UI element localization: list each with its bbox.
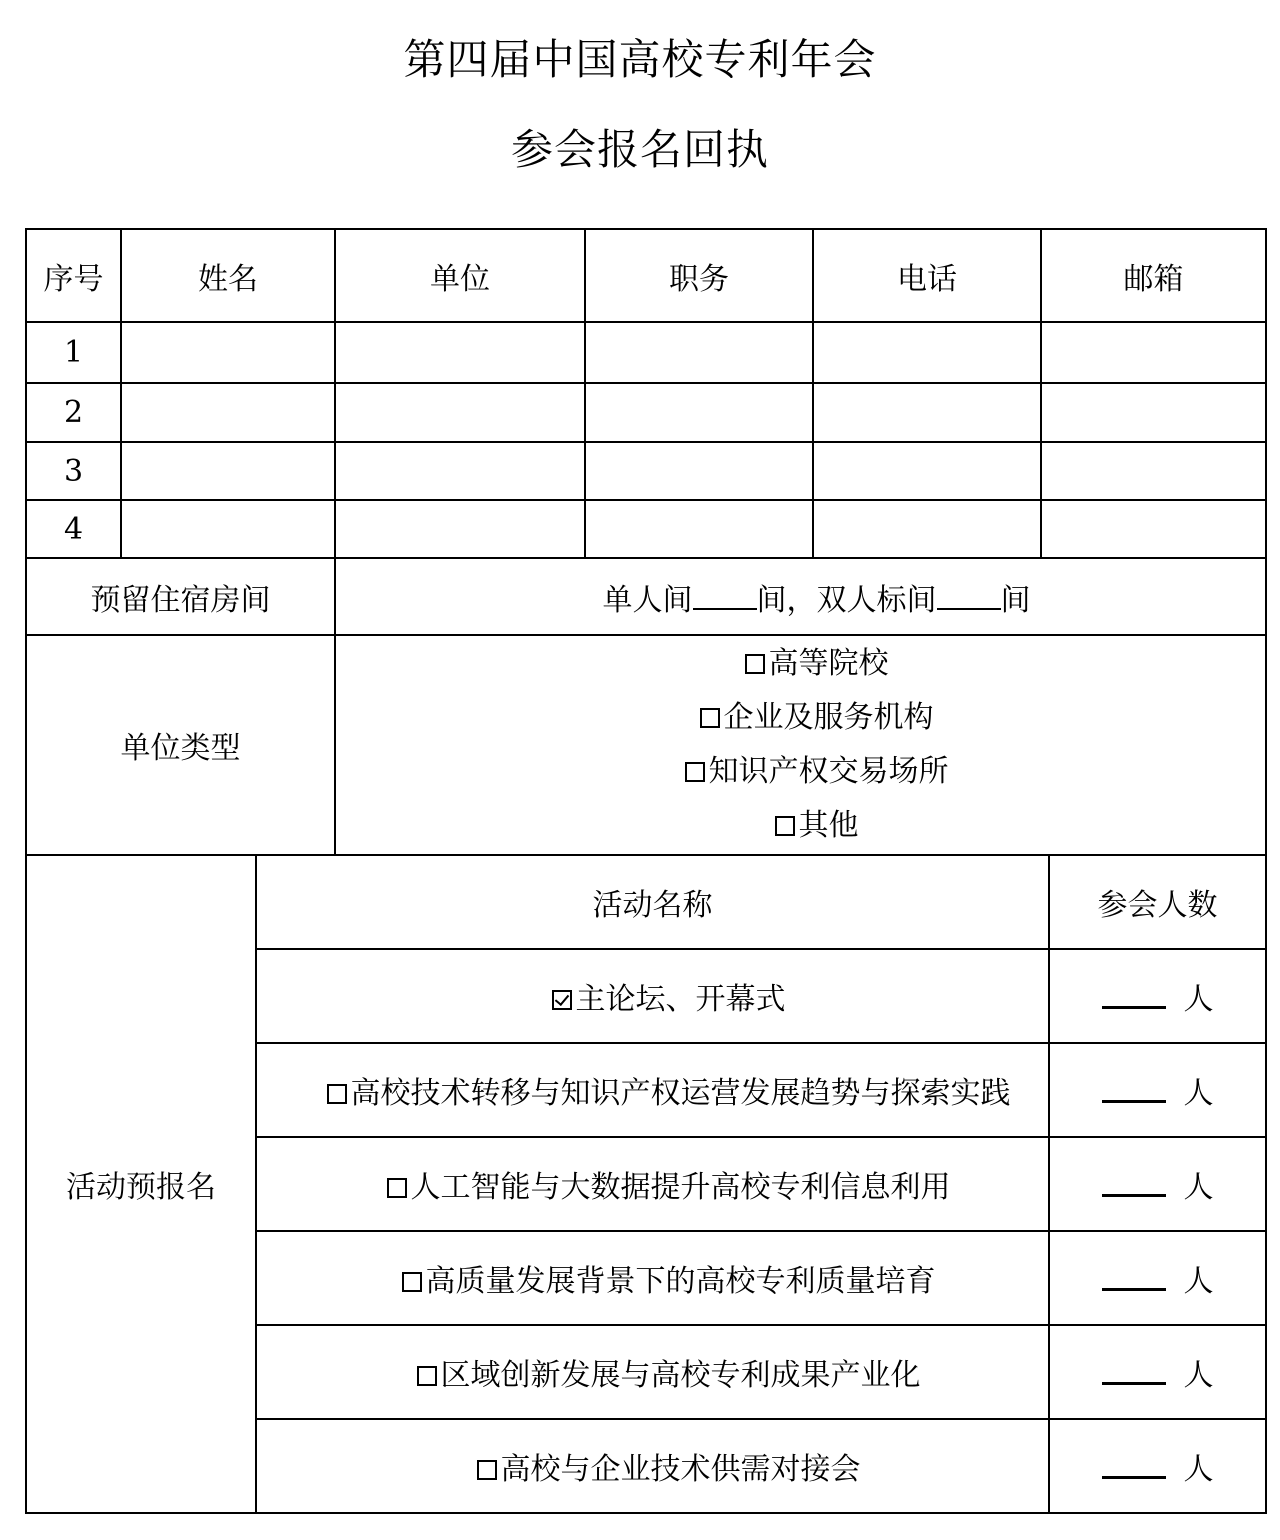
checkbox-icon[interactable] xyxy=(745,654,765,674)
unit-type-options xyxy=(335,635,1266,855)
header-unit: 单位 xyxy=(335,229,585,322)
activity-item[interactable] xyxy=(256,1137,1049,1231)
double-room-count-field[interactable] xyxy=(937,582,1001,610)
checkbox-icon[interactable] xyxy=(477,1460,497,1480)
phone-cell[interactable] xyxy=(813,500,1041,558)
activity-count xyxy=(1049,1419,1266,1513)
phone-cell[interactable] xyxy=(813,442,1041,500)
option-label: 企业及服务机构 xyxy=(723,700,934,735)
name-cell[interactable] xyxy=(121,322,335,383)
email-cell[interactable] xyxy=(1041,500,1266,558)
unit-type-option[interactable] xyxy=(368,799,1265,853)
checkbox-icon[interactable] xyxy=(775,816,795,836)
activity-count xyxy=(1049,1043,1266,1137)
unit-cell[interactable] xyxy=(335,322,585,383)
attendee-count-field[interactable] xyxy=(1102,982,1166,1009)
room-unit-label: 间， xyxy=(756,582,817,618)
header-email: 邮箱 xyxy=(1041,229,1266,322)
unit-type-option[interactable] xyxy=(368,691,1265,745)
activity-count xyxy=(1049,949,1266,1043)
checkbox-icon[interactable] xyxy=(700,708,720,728)
activity-count-header: 参会人数 xyxy=(1049,855,1266,949)
position-cell[interactable] xyxy=(585,442,813,500)
name-cell[interactable] xyxy=(121,383,335,442)
unit-type-option[interactable] xyxy=(368,745,1265,799)
single-room-count-field[interactable] xyxy=(693,582,757,610)
header-position: 职务 xyxy=(585,229,813,322)
header-row xyxy=(26,229,1266,322)
name-cell[interactable] xyxy=(121,500,335,558)
unit-type-option[interactable] xyxy=(368,637,1265,691)
checkbox-icon[interactable] xyxy=(387,1178,407,1198)
attendee-count-field[interactable] xyxy=(1102,1264,1166,1291)
person-unit: 人 xyxy=(1183,1170,1214,1205)
checkbox-icon[interactable] xyxy=(327,1084,347,1104)
single-room-label: 单人间 xyxy=(602,582,693,618)
attendee-count-field[interactable] xyxy=(1102,1076,1166,1103)
position-cell[interactable] xyxy=(585,500,813,558)
activity-count xyxy=(1049,1137,1266,1231)
table-row xyxy=(26,322,1266,383)
activity-name: 高质量发展背景下的高校专利质量培育 xyxy=(425,1264,936,1299)
unit-type-label: 单位类型 xyxy=(26,635,335,855)
unit-type-row xyxy=(26,635,1266,855)
activity-label: 活动预报名 xyxy=(26,855,256,1513)
lodging-label: 预留住宿房间 xyxy=(26,558,335,635)
option-label: 其他 xyxy=(798,808,859,843)
activity-name: 高校与企业技术供需对接会 xyxy=(500,1452,861,1487)
email-cell[interactable] xyxy=(1041,442,1266,500)
registration-table xyxy=(25,228,1267,1514)
activity-name: 区域创新发展与高校专利成果产业化 xyxy=(440,1358,921,1393)
person-unit: 人 xyxy=(1183,1076,1214,1111)
phone-cell[interactable] xyxy=(813,383,1041,442)
unit-cell[interactable] xyxy=(335,500,585,558)
person-unit: 人 xyxy=(1183,982,1214,1017)
row-number: 4 xyxy=(26,500,121,558)
checkbox-icon[interactable] xyxy=(685,762,705,782)
attendee-count-field[interactable] xyxy=(1102,1170,1166,1197)
row-number: 1 xyxy=(26,322,121,383)
double-room-label: 双人标间 xyxy=(816,582,937,618)
table-row xyxy=(26,383,1266,442)
activity-name: 高校技术转移与知识产权运营发展趋势与探索实践 xyxy=(350,1076,1011,1111)
activity-item[interactable] xyxy=(256,1043,1049,1137)
table-row xyxy=(26,500,1266,558)
form-title: 第四届中国高校专利年会 xyxy=(403,35,877,84)
lodging-row xyxy=(26,558,1266,635)
activity-item[interactable] xyxy=(256,1325,1049,1419)
activity-item[interactable] xyxy=(256,1231,1049,1325)
activity-name: 人工智能与大数据提升高校专利信息利用 xyxy=(410,1170,951,1205)
person-unit: 人 xyxy=(1183,1264,1214,1299)
option-label: 高等院校 xyxy=(768,646,889,681)
activity-name: 主论坛、开幕式 xyxy=(575,982,786,1017)
table-row xyxy=(26,442,1266,500)
attendee-count-field[interactable] xyxy=(1102,1452,1166,1479)
room-unit-label-2: 间 xyxy=(1000,582,1031,618)
email-cell[interactable] xyxy=(1041,383,1266,442)
activity-item[interactable] xyxy=(256,1419,1049,1513)
activity-count xyxy=(1049,1325,1266,1419)
email-cell[interactable] xyxy=(1041,322,1266,383)
activity-count xyxy=(1049,1231,1266,1325)
checked-checkbox-icon[interactable] xyxy=(552,990,572,1010)
header-seq: 序号 xyxy=(26,229,121,322)
row-number: 3 xyxy=(26,442,121,500)
lodging-value xyxy=(335,558,1266,635)
unit-cell[interactable] xyxy=(335,383,585,442)
person-unit: 人 xyxy=(1183,1358,1214,1393)
row-number: 2 xyxy=(26,383,121,442)
option-label: 知识产权交易场所 xyxy=(708,754,949,789)
unit-cell[interactable] xyxy=(335,442,585,500)
checkbox-icon[interactable] xyxy=(417,1366,437,1386)
person-unit: 人 xyxy=(1183,1452,1214,1487)
activity-item[interactable] xyxy=(256,949,1049,1043)
activity-name-header: 活动名称 xyxy=(256,855,1049,949)
activity-header-row xyxy=(26,855,1266,949)
position-cell[interactable] xyxy=(585,383,813,442)
checkbox-icon[interactable] xyxy=(402,1272,422,1292)
form-subtitle: 参会报名回执 xyxy=(510,125,769,174)
attendee-count-field[interactable] xyxy=(1102,1358,1166,1385)
name-cell[interactable] xyxy=(121,442,335,500)
header-phone: 电话 xyxy=(813,229,1041,322)
phone-cell[interactable] xyxy=(813,322,1041,383)
header-name: 姓名 xyxy=(121,229,335,322)
position-cell[interactable] xyxy=(585,322,813,383)
